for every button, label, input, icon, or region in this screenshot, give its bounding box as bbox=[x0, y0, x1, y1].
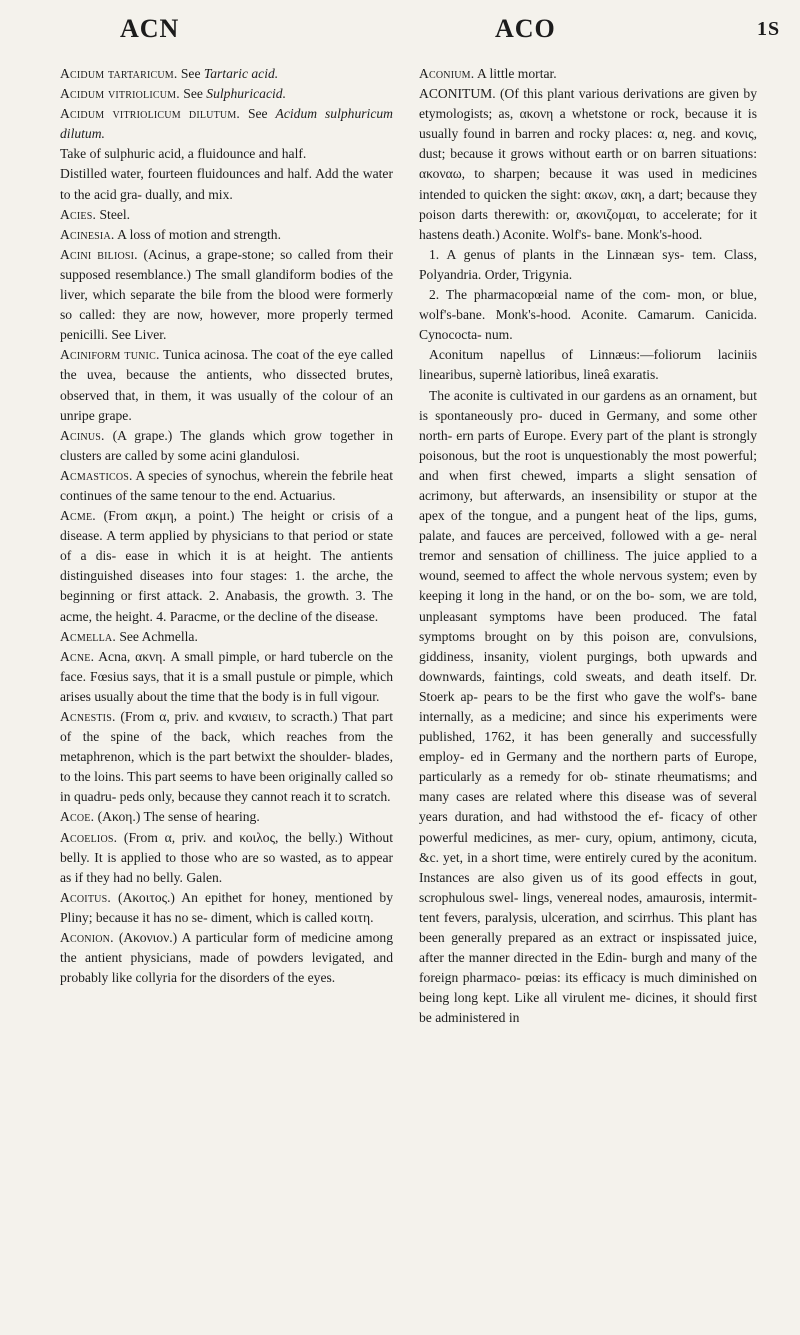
dictionary-entry bbox=[60, 707, 393, 807]
entry-text: (From α, priv. and κοιλος, the belly.) Without belly. It is applied to those who are so wasted, as to appear as if they had no belly. Galen. bbox=[60, 829, 393, 885]
entry-headword: Acnestis. bbox=[60, 709, 116, 724]
dictionary-entry bbox=[419, 386, 757, 1029]
entry-text: (Ακοη.) The sense of hearing. bbox=[94, 809, 260, 825]
running-head-center: ACO bbox=[495, 14, 556, 43]
dictionary-entry bbox=[60, 205, 393, 225]
dictionary-entry bbox=[60, 164, 393, 204]
entry-headword: Aconion. bbox=[60, 930, 114, 946]
entry-headword: Acinus. bbox=[60, 427, 105, 443]
dictionary-entry bbox=[60, 225, 393, 245]
entry-text: A species of synochus, wherein the febrile heat continues of the same tenour to the end. Actuarius. bbox=[60, 467, 393, 503]
entry-text: Distilled water, fourteen fluidounces and half. Add the water to the acid gra- dually, and mix. bbox=[60, 166, 393, 202]
dictionary-entry bbox=[60, 647, 393, 707]
entry-text: A little mortar. bbox=[474, 66, 557, 81]
entry-cross-reference: Acidum sulphuricum dilutum. bbox=[60, 106, 393, 142]
page-number: 1S bbox=[757, 18, 781, 40]
running-head-left: ACN bbox=[120, 14, 180, 43]
running-head bbox=[0, 14, 800, 54]
dictionary-entry bbox=[60, 144, 393, 164]
entry-text: See Achmella. bbox=[115, 628, 198, 644]
dictionary-entry bbox=[60, 64, 393, 84]
dictionary-entry bbox=[60, 426, 393, 466]
dictionary-entry bbox=[60, 888, 393, 928]
entry-headword: Acidum tartaricum. bbox=[60, 66, 178, 81]
dictionary-entry bbox=[60, 506, 393, 627]
entry-text: 2. The pharmacopœial name of the com- mon, or blue, wolf's-bane. Monk's-hood. Aconite. Camarum. Canicida. Cynococta- num. bbox=[419, 287, 757, 343]
entry-headword: Acidum vitriolicum. bbox=[60, 86, 180, 102]
dictionary-entry bbox=[60, 828, 393, 888]
entry-text: ACONITUM. (Of this plant various derivations are given by etymologists; as, ακονη a whetstone or rock, because it is usually found in barren and rocky places: α, neg. and κονις, dust; because it grows without earth or on barren situations: ακοναω, to sharpen; because it was used in medicines intended to quicken the sight: ακων, ακη, a dart; because they poison darts therewith: or, ακονιζομαι, to accelerate; for it hastens death.) Aconite. Wolf's- bane. Monk's-hood. bbox=[419, 86, 757, 242]
dictionary-entry bbox=[60, 84, 393, 104]
entry-headword: Acne. bbox=[60, 648, 95, 664]
entry-text: The aconite is cultivated in our gardens as an ornament, but is spontaneously pro- duced in Germany, and some other north- ern parts of Europe. Every part of the plant is strongly poisonous, but the root is unquestionably the most powerful; and when first chewed, imparts a slight sensation of acrimony, but afterwards, an insensibility or stupor at the apex of the tongue, and a pungent heat of the lips, gums, palate, and fauces are perceived, followed with a ge- neral tremor and sensation of chilliness. The juice applied to a wound, seemed to affect the whole nervous system; even by keeping it long in the hand, or on the bo- som, we are told, unpleasant symptoms have been produced. The fatal symptoms brought on by this poison are, convulsions, giddiness, insanity, violent purgings, both upwards and downwards, faintings, cold sweats, and death itself. Dr. Stoerk ap- pears to be the first who gave the wolf's- bane internally, as a medicine; and since his experiments were published, 1762, it has been generally and successfully employ- ed in Germany and the northern parts of Europe, particularly as a remedy for ob- stinate rheumatisms; and many cases are related where this disease was of several years duration, and had withstood the ef- ficacy of other powerful medicines, as mer- cury, opium, antimony, cicuta, &c. yet, in a short time, were entirely cured by the aconitum. Instances are also given us of its good effects in gout, scrophulous swel- lings, venereal nodes, amaurosis, intermit- tent fevers, paralysis, ulceration, and scirrhus. This plant has been generally prepared as an extract or inspissated juice, after the manner directed in the Edin- burgh and many of the foreign pharmaco- pœias: its efficacy is much diminished on being long kept. Like all virulent me- dicines, it should first be administered in bbox=[419, 387, 757, 1026]
dictionary-entry bbox=[60, 466, 393, 506]
entry-headword: Acoe. bbox=[60, 809, 95, 825]
right-column bbox=[419, 64, 757, 1029]
entry-headword: Acme. bbox=[60, 508, 96, 524]
entry-text: (Acinus, a grape-stone; so called from their supposed resemblance.) The small glandiform bodies of the liver, which separate the bile from the blood were formerly so called: they are now, however, more properly termed penicilli. See Liver. bbox=[60, 246, 393, 343]
entry-headword: Acmasticos. bbox=[60, 467, 133, 483]
entry-cross-reference: Tartaric acid. bbox=[203, 66, 279, 81]
left-column bbox=[60, 64, 393, 988]
dictionary-entry bbox=[60, 104, 393, 144]
entry-text: Take of sulphuric acid, a fluidounce and half. bbox=[60, 146, 307, 162]
dictionary-entry bbox=[60, 807, 393, 827]
dictionary-entry bbox=[419, 285, 757, 345]
dictionary-entry bbox=[419, 84, 757, 245]
dictionary-entry bbox=[419, 345, 757, 385]
dictionary-entry bbox=[419, 64, 757, 84]
entry-text: (Ακοιτος.) An epithet for honey, mentioned by Pliny; because it has no se- diment, which is called κοιτη. bbox=[60, 889, 393, 925]
entry-text: 1. A genus of plants in the Linnæan sys- tem. Class, Polyandria. Order, Trigynia. bbox=[419, 246, 757, 282]
entry-headword: Aciniform tunic. bbox=[60, 347, 160, 363]
entry-headword: Acoelios. bbox=[60, 829, 118, 845]
dictionary-entry bbox=[60, 627, 393, 647]
entry-text: Tunica acinosa. The coat of the eye called the uvea, because the antients, who dissected brutes, observed that, in them, it was usually of the colour of an unripe grape. bbox=[60, 347, 394, 423]
entry-text: Aconitum napellus of Linnæus:—foliorum laciniis linearibus, supernè latioribus, lineâ exaratis. bbox=[419, 347, 757, 383]
entry-text: See bbox=[240, 106, 276, 122]
dictionary-entry bbox=[60, 245, 393, 345]
entry-cross-reference: Sulphuricacid. bbox=[206, 86, 286, 102]
entry-headword: Acinesia. bbox=[60, 226, 115, 242]
entry-headword: Aconium. bbox=[419, 66, 475, 81]
entry-headword: Acoitus. bbox=[60, 889, 111, 905]
dictionary-entry bbox=[60, 928, 393, 988]
dictionary-entry bbox=[60, 345, 393, 425]
entry-headword: Acidum vitriolicum dilutum. bbox=[60, 106, 241, 122]
entry-headword: Acini biliosi. bbox=[60, 246, 138, 262]
entry-text: A loss of motion and strength. bbox=[114, 226, 281, 242]
dictionary-entry bbox=[419, 245, 757, 285]
entry-text: (A grape.) The glands which grow together in clusters are called by some acini glandulosi. bbox=[60, 427, 393, 463]
entry-text: See bbox=[179, 86, 207, 102]
entry-headword: Acies. bbox=[60, 206, 97, 222]
entry-text: (From α, priv. and κναιειν, to scracth.) That part of the spine of the back, which reaches from the metaphrenon, which is the part betwixt the shoulder- blades, to the loins. This part seems to have been originally called so in quadru- peds only, because they cannot reach it to scratch. bbox=[60, 709, 393, 805]
entry-text: See bbox=[177, 66, 204, 81]
entry-text: Acna, ακνη. A small pimple, or hard tubercle on the face. Fœsius says, that it is a small pustule or pimple, which arises usually about the time that the body is in full vigour. bbox=[60, 648, 393, 704]
entry-headword: Acmella. bbox=[60, 628, 116, 644]
entry-text: Steel. bbox=[96, 206, 131, 222]
entry-text: (From ακμη, a point.) The height or crisis of a disease. A term applied by physicians to that period or state of a dis- ease in which it is at height. The antients distinguished diseases into four stages: 1. the arche, the beginning or first attack. 2. Anabasis, the growth. 3. The acme, the height. 4. Paracme, or the decline of the disease. bbox=[60, 508, 393, 624]
entry-text: (Ακονιον.) A particular form of medicine among the antient physicians, made of powders levigated, and probably like collyria for the disorders of the eyes. bbox=[60, 930, 393, 986]
